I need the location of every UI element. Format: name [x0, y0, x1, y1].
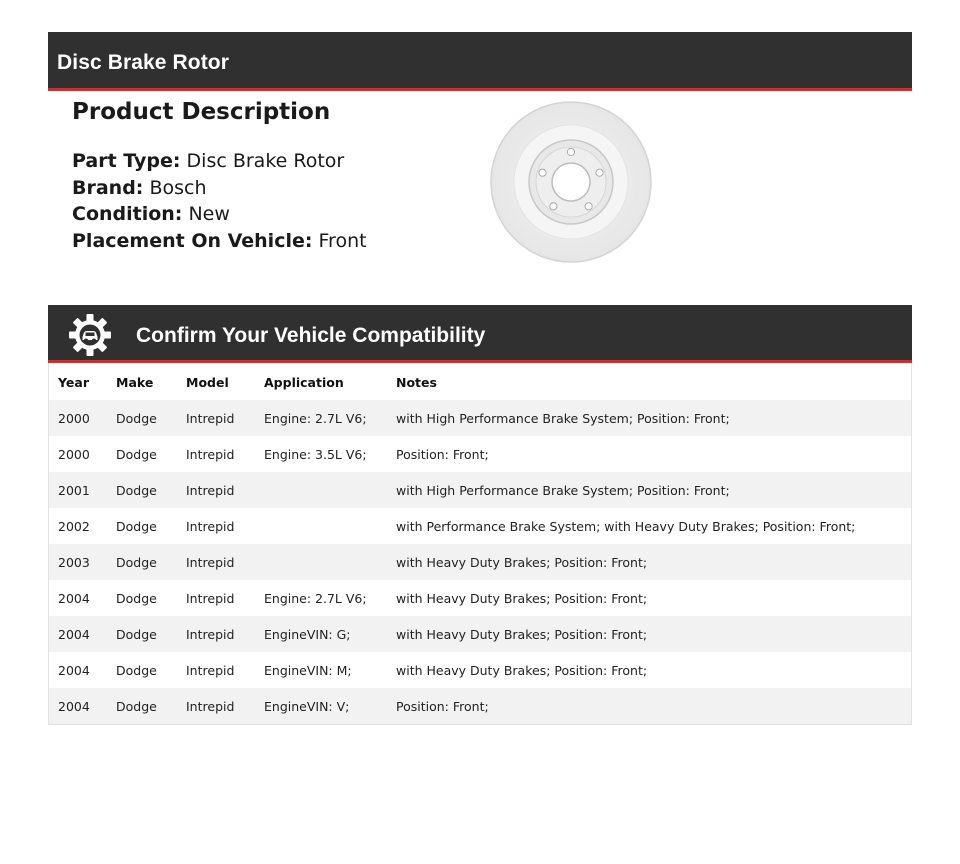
field-condition — [72, 201, 452, 228]
cell-application: Engine: 2.7L V6; — [264, 590, 367, 606]
cell-application — [255, 544, 387, 580]
table-row — [49, 616, 911, 652]
col-application: Application — [264, 375, 344, 390]
cell-model: Intrepid — [186, 662, 235, 678]
table-row — [49, 436, 911, 472]
table-row — [49, 472, 911, 508]
cell-model: Intrepid — [186, 446, 235, 462]
cell-year: 2003 — [58, 554, 90, 570]
gear-car-icon — [68, 313, 112, 357]
field-label: Condition: — [72, 203, 183, 225]
description-heading: Product Description — [72, 99, 331, 125]
col-notes: Notes — [396, 375, 437, 390]
field-label: Placement On Vehicle: — [72, 229, 313, 252]
cell-model: Intrepid — [186, 698, 235, 714]
cell-make: Dodge — [116, 518, 157, 534]
cell-year: 2001 — [58, 482, 90, 498]
cell-application: EngineVIN: M; — [264, 662, 352, 678]
cell-model: Intrepid — [186, 518, 235, 534]
cell-notes: with Heavy Duty Brakes; Position: Front; — [396, 662, 648, 678]
field-value: Bosch — [149, 176, 207, 199]
title-bar — [48, 32, 912, 91]
cell-make: Dodge — [116, 410, 157, 426]
cell-application — [255, 472, 387, 508]
cell-model: Intrepid — [186, 410, 235, 426]
cell-make: Dodge — [116, 662, 157, 678]
cell-application: EngineVIN: V; — [264, 698, 350, 714]
table-row — [49, 688, 911, 724]
cell-make: Dodge — [116, 590, 157, 606]
cell-model: Intrepid — [186, 482, 235, 498]
cell-application: EngineVIN: G; — [264, 626, 351, 642]
table-row — [49, 544, 911, 580]
cell-model: Intrepid — [186, 590, 235, 606]
cell-application — [255, 508, 387, 544]
cell-year: 2004 — [58, 626, 90, 642]
cell-notes: with Heavy Duty Brakes; Position: Front; — [396, 554, 648, 570]
cell-notes: with Heavy Duty Brakes; Position: Front; — [396, 626, 648, 642]
col-model: Model — [186, 375, 229, 390]
cell-notes: with High Performance Brake System; Position: Front; — [396, 410, 730, 426]
compatibility-bar — [48, 305, 912, 363]
cell-application: Engine: 3.5L V6; — [264, 446, 367, 462]
brake-rotor-icon — [489, 100, 653, 264]
field-label: Part Type: — [72, 150, 181, 172]
field-value: Front — [318, 229, 367, 252]
cell-notes: Position: Front; — [396, 698, 489, 714]
compatibility-table-container — [48, 363, 912, 725]
field-value: New — [188, 203, 230, 225]
product-description — [72, 96, 452, 254]
field-part-type — [72, 148, 452, 175]
cell-year: 2000 — [58, 446, 90, 462]
cell-year: 2002 — [58, 518, 90, 534]
cell-notes: with Performance Brake System; with Heavy Duty Brakes; Position: Front; — [396, 518, 856, 534]
table-row — [49, 400, 911, 436]
cell-make: Dodge — [116, 626, 157, 642]
field-brand — [72, 175, 452, 202]
cell-year: 2004 — [58, 662, 90, 678]
cell-notes: with Heavy Duty Brakes; Position: Front; — [396, 590, 648, 606]
field-value: Disc Brake Rotor — [186, 150, 345, 172]
col-make: Make — [116, 375, 154, 390]
cell-notes: with High Performance Brake System; Position: Front; — [396, 482, 730, 498]
compatibility-title: Confirm Your Vehicle Compatibility — [136, 324, 486, 347]
cell-make: Dodge — [116, 446, 157, 462]
col-year: Year — [58, 375, 89, 390]
cell-make: Dodge — [116, 554, 157, 570]
table-header-row — [49, 363, 911, 400]
product-title: Disc Brake Rotor — [57, 51, 229, 74]
table-row — [49, 652, 911, 688]
cell-model: Intrepid — [186, 626, 235, 642]
cell-make: Dodge — [116, 482, 157, 498]
compatibility-table — [49, 363, 911, 724]
cell-make: Dodge — [116, 698, 157, 714]
cell-year: 2004 — [58, 698, 90, 714]
cell-year: 2000 — [58, 410, 90, 426]
cell-year: 2004 — [58, 590, 90, 606]
cell-notes: Position: Front; — [396, 446, 489, 462]
field-label: Brand: — [72, 176, 144, 199]
field-placement — [72, 228, 452, 255]
table-row — [49, 508, 911, 544]
brake-rotor-image — [489, 100, 653, 264]
cell-application: Engine: 2.7L V6; — [264, 410, 367, 426]
cell-model: Intrepid — [186, 554, 235, 570]
table-row — [49, 580, 911, 616]
